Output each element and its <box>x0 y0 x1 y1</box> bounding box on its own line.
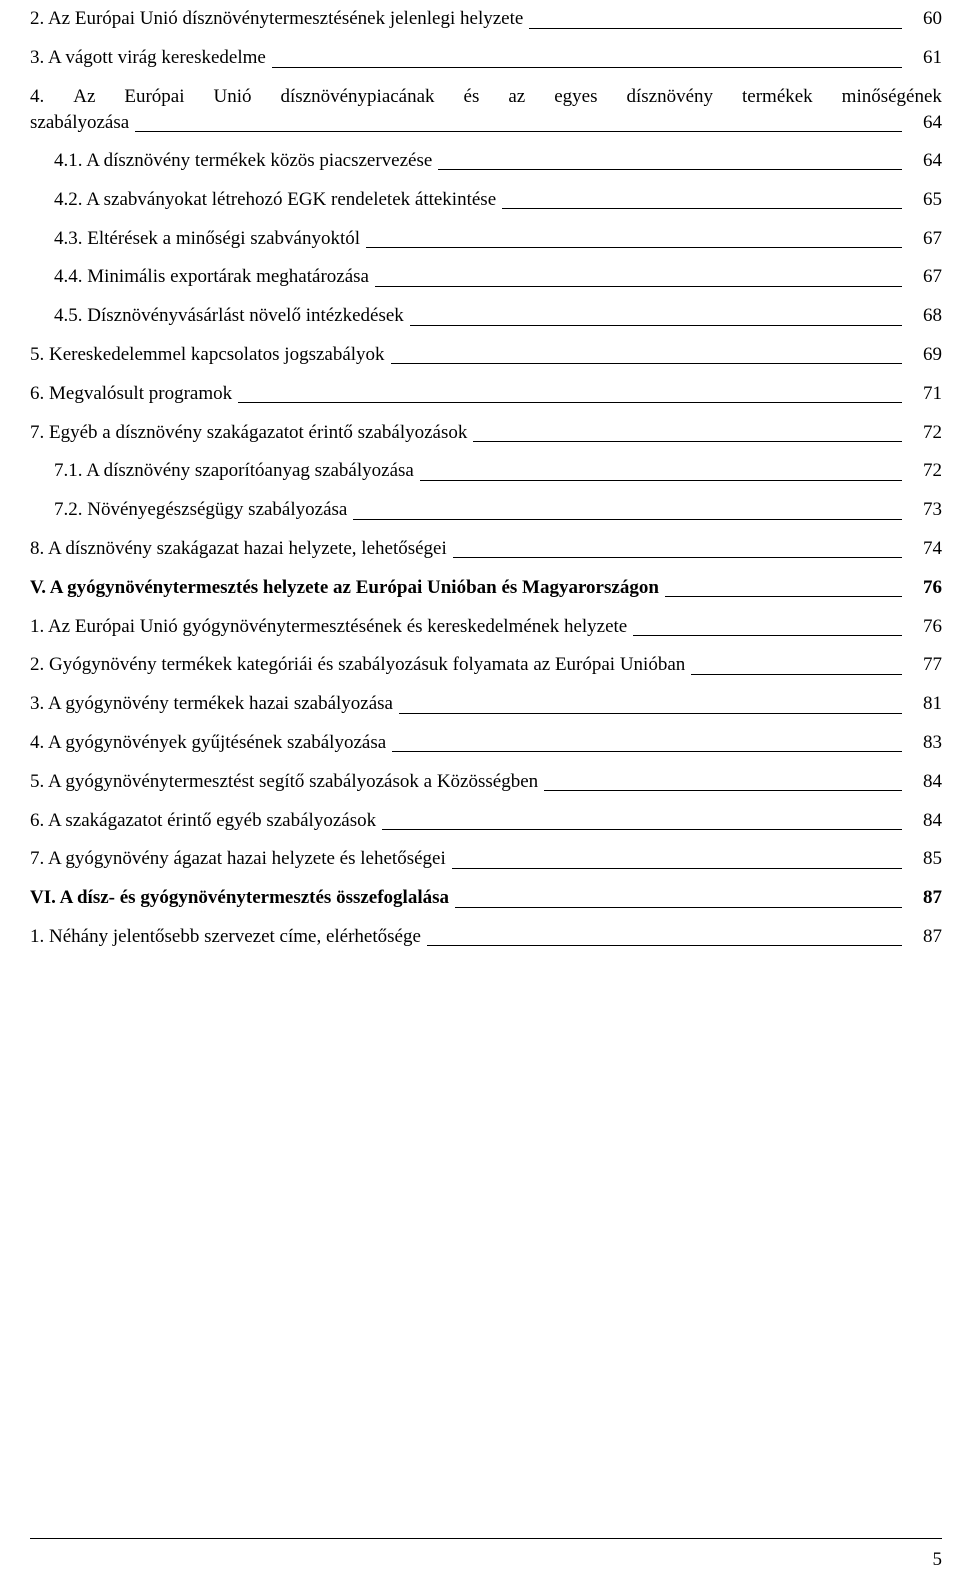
toc-entry-title: 3. A vágott virág kereskedelme <box>30 47 266 69</box>
toc-entry[interactable] <box>30 413 942 452</box>
toc-entry-title: 6. Megvalósult programok <box>30 382 233 404</box>
toc-entry-title: 1. Néhány jelentősebb szervezet címe, elérhetősége <box>30 925 421 947</box>
toc-entry[interactable] <box>30 840 942 879</box>
toc-word: 4. <box>30 85 45 107</box>
leader-line <box>452 868 902 869</box>
leader-line <box>453 557 902 558</box>
toc-entry-page: 64 <box>923 111 942 133</box>
toc-entry-page: 60 <box>923 8 942 30</box>
leader-line <box>410 325 902 326</box>
toc-entry-page: 72 <box>923 421 942 443</box>
toc-entry-page: 77 <box>923 654 942 676</box>
toc-entry-page: 81 <box>923 693 942 715</box>
toc-entry-page: 84 <box>923 770 942 792</box>
toc-entry[interactable] <box>30 336 942 375</box>
leader-line <box>375 286 902 287</box>
leader-line <box>353 519 902 520</box>
toc-entry-title: 4.3. Eltérések a minőségi szabványoktól <box>54 227 361 249</box>
toc-entry-page: 71 <box>923 382 942 404</box>
leader-line <box>455 907 902 908</box>
toc-entry-title: 4.5. Dísznövényvásárlást növelő intézkedések <box>54 305 404 327</box>
toc-entry-page: 73 <box>923 499 942 521</box>
leader-line <box>473 441 902 442</box>
toc-entry[interactable] <box>30 762 942 801</box>
toc-entry[interactable] <box>30 0 942 39</box>
toc-word: egyes <box>554 85 598 107</box>
toc-entry-page: 87 <box>923 925 942 947</box>
toc-entry-page: 72 <box>923 460 942 482</box>
toc-entry-title: 4. A gyógynövények gyűjtésének szabályozása <box>30 731 387 753</box>
toc-entry-page: 76 <box>923 615 942 637</box>
toc-entry-page: 68 <box>923 305 942 327</box>
toc-entry[interactable] <box>30 879 942 918</box>
toc-entry-title: V. A gyógynövénytermesztés helyzete az Európai Unióban és Magyarországon <box>30 576 659 598</box>
toc-entry[interactable] <box>30 607 942 646</box>
toc-entry-title: 8. A dísznövény szakágazat hazai helyzete, lehetőségei <box>30 537 447 559</box>
page-number: 5 <box>932 1549 942 1570</box>
toc-entry-title: 5. Kereskedelemmel kapcsolatos jogszabályok <box>30 343 385 365</box>
leader-line <box>691 674 902 675</box>
toc-word: Európai <box>124 85 185 107</box>
toc-entry[interactable] <box>30 142 942 181</box>
toc-entry-title: 1. Az Európai Unió gyógynövénytermesztésének és kereskedelmének helyzete <box>30 615 628 637</box>
toc-word: Az <box>73 85 96 107</box>
toc-entry[interactable] <box>30 297 942 336</box>
toc-entry-title: 7.1. A dísznövény szaporítóanyag szabályozása <box>54 460 414 482</box>
toc-entry[interactable] <box>30 452 942 491</box>
table-of-contents <box>30 0 942 956</box>
leader-line <box>502 208 902 209</box>
toc-entry-page: 84 <box>923 809 942 831</box>
toc-entry-page: 69 <box>923 343 942 365</box>
toc-entry-page: 67 <box>923 266 942 288</box>
toc-entry-title: 4.2. A szabványokat létrehozó EGK rendeletek áttekintése <box>54 188 497 210</box>
toc-entry-page: 65 <box>923 188 942 210</box>
toc-entry-title-line2: szabályozása <box>30 111 130 133</box>
toc-entry[interactable] <box>30 219 942 258</box>
leader-line <box>427 945 902 946</box>
toc-word: az <box>508 85 526 107</box>
toc-entry-title: 7. Egyéb a dísznövény szakágazatot érintő szabályozások <box>30 421 468 443</box>
toc-entry[interactable] <box>30 39 942 78</box>
leader-line <box>392 751 902 752</box>
leader-line <box>529 28 902 29</box>
toc-word: és <box>463 85 480 107</box>
leader-line <box>399 713 902 714</box>
toc-word: dísznövény <box>626 85 714 107</box>
toc-entry[interactable] <box>30 724 942 763</box>
toc-entry[interactable] <box>30 180 942 219</box>
footer-divider <box>30 1538 942 1539</box>
toc-entry-title: 2. Gyógynövény termékek kategóriái és szabályozásuk folyamata az Európai Unióban <box>30 654 686 676</box>
toc-entry-title: 2. Az Európai Unió dísznövénytermesztésének jelenlegi helyzete <box>30 8 524 30</box>
toc-entry-page: 61 <box>923 47 942 69</box>
toc-entry-page: 67 <box>923 227 942 249</box>
toc-entry[interactable] <box>30 646 942 685</box>
toc-word: termékek <box>742 85 813 107</box>
toc-entry[interactable] <box>30 801 942 840</box>
toc-entry[interactable] <box>30 530 942 569</box>
leader-line <box>382 829 902 830</box>
toc-word: minőségének <box>841 85 942 107</box>
toc-entry-title: 4.4. Minimális exportárak meghatározása <box>54 266 369 288</box>
toc-entry[interactable] <box>30 568 942 607</box>
toc-entry[interactable] <box>30 491 942 530</box>
toc-word: Unió <box>213 85 252 107</box>
toc-entry-page: 74 <box>923 537 942 559</box>
leader-line <box>272 67 902 68</box>
leader-line <box>544 790 902 791</box>
toc-entry[interactable] <box>30 374 942 413</box>
toc-entry[interactable] <box>30 685 942 724</box>
toc-entry[interactable] <box>30 78 942 142</box>
toc-entry-title: 7. A gyógynövény ágazat hazai helyzete és lehetőségei <box>30 848 446 870</box>
leader-line <box>633 635 902 636</box>
leader-line <box>665 596 902 597</box>
toc-entry-title: VI. A dísz- és gyógynövénytermesztés összefoglalása <box>30 887 450 909</box>
toc-entry-page: 83 <box>923 731 942 753</box>
leader-line <box>391 363 902 364</box>
toc-entry-title: 3. A gyógynövény termékek hazai szabályozása <box>30 693 393 715</box>
toc-entry-title: 5. A gyógynövénytermesztést segítő szabályozások a Közösségben <box>30 770 539 792</box>
toc-word: dísznövénypiacának <box>280 85 435 107</box>
toc-entry-page: 76 <box>923 576 942 598</box>
toc-entry-title: 7.2. Növényegészségügy szabályozása <box>54 499 348 521</box>
toc-entry-page: 87 <box>923 887 942 909</box>
leader-line <box>366 247 902 248</box>
toc-entry[interactable] <box>30 918 942 957</box>
leader-line <box>238 402 902 403</box>
leader-line <box>135 131 902 132</box>
toc-entry[interactable] <box>30 258 942 297</box>
toc-entry-page: 85 <box>923 848 942 870</box>
toc-entry-page: 64 <box>923 149 942 171</box>
toc-entry-title: 4.1. A dísznövény termékek közös piacszervezése <box>54 149 433 171</box>
leader-line <box>438 169 902 170</box>
toc-entry-title: 6. A szakágazatot érintő egyéb szabályozások <box>30 809 377 831</box>
leader-line <box>420 480 902 481</box>
